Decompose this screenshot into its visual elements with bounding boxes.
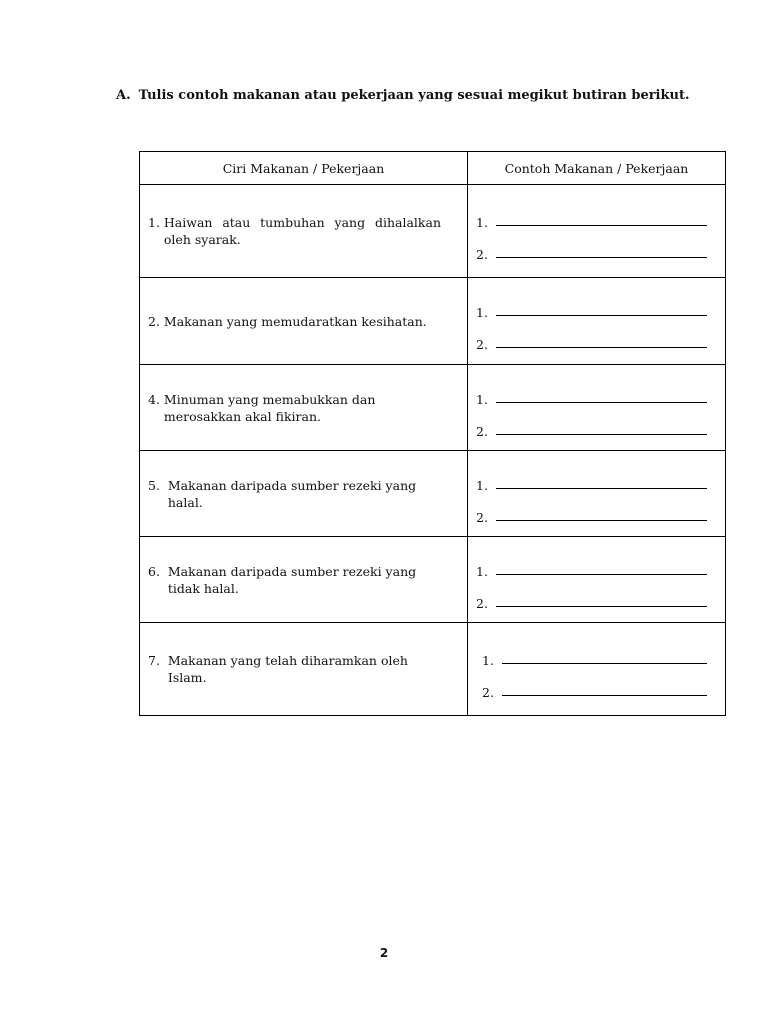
answer-line[interactable] bbox=[476, 199, 707, 231]
answer-blank[interactable] bbox=[496, 474, 707, 489]
criteria-text: Minuman yang memabukkan dan merosakkan akal fikiran. bbox=[163, 391, 376, 424]
criteria-number: 7. bbox=[148, 653, 168, 668]
table-row bbox=[140, 185, 726, 278]
criteria-text: Makanan yang telah diharamkan oleh Islam. bbox=[167, 653, 408, 685]
criteria-number: 4. bbox=[148, 391, 164, 407]
answer-line[interactable] bbox=[476, 494, 707, 526]
instruction-text: Tulis contoh makanan atau pekerjaan yang sesuai megikut butiran berikut. bbox=[138, 88, 690, 103]
answer-blank[interactable] bbox=[496, 420, 707, 435]
answer-line[interactable] bbox=[482, 669, 707, 701]
criteria-cell bbox=[140, 623, 468, 716]
answer-cell bbox=[468, 451, 726, 537]
criteria-cell bbox=[140, 185, 468, 278]
table-row bbox=[140, 278, 726, 365]
answer-line[interactable] bbox=[476, 462, 707, 494]
answer-cell bbox=[468, 623, 726, 716]
answer-number: 1. bbox=[476, 563, 488, 579]
answer-blank[interactable] bbox=[502, 649, 707, 664]
criteria-cell bbox=[140, 451, 468, 537]
answer-blank[interactable] bbox=[502, 681, 707, 696]
criteria-cell bbox=[140, 278, 468, 365]
answer-line[interactable] bbox=[476, 580, 707, 612]
table-header-row bbox=[140, 152, 726, 185]
table-row bbox=[140, 451, 726, 537]
table-row bbox=[140, 537, 726, 623]
answer-blank[interactable] bbox=[496, 506, 707, 521]
criteria-text: Makanan daripada sumber rezeki yang tidak halal. bbox=[167, 563, 417, 596]
answer-blank[interactable] bbox=[496, 388, 707, 403]
header-criteria: Ciri Makanan / Pekerjaan bbox=[140, 152, 468, 185]
answer-line[interactable] bbox=[476, 548, 707, 580]
criteria-number: 1. bbox=[148, 215, 164, 230]
answer-line[interactable] bbox=[476, 376, 707, 408]
criteria-text: Haiwan atau tumbuhan yang dihalalkan oleh syarak. bbox=[163, 215, 441, 247]
answer-blank[interactable] bbox=[496, 301, 707, 316]
criteria-number: 2. bbox=[148, 313, 164, 329]
instruction-heading bbox=[116, 88, 736, 103]
criteria-number: 5. bbox=[148, 477, 168, 493]
answer-cell bbox=[468, 278, 726, 365]
criteria-cell bbox=[140, 537, 468, 623]
table-row bbox=[140, 623, 726, 716]
answer-number: 1. bbox=[482, 653, 494, 668]
answer-cell bbox=[468, 185, 726, 278]
answer-line[interactable] bbox=[476, 408, 707, 440]
answer-cell bbox=[468, 365, 726, 451]
answer-blank[interactable] bbox=[496, 592, 707, 607]
answer-blank[interactable] bbox=[496, 211, 707, 226]
criteria-text: Makanan yang memudaratkan kesihatan. bbox=[163, 313, 427, 329]
answer-line[interactable] bbox=[476, 289, 707, 321]
section-marker: A. bbox=[116, 88, 131, 103]
answer-number: 2. bbox=[476, 337, 488, 352]
answer-number: 1. bbox=[476, 215, 488, 230]
worksheet-table bbox=[139, 151, 726, 716]
header-examples: Contoh Makanan / Pekerjaan bbox=[468, 152, 726, 185]
answer-number: 2. bbox=[476, 595, 488, 611]
criteria-cell bbox=[140, 365, 468, 451]
criteria-number: 6. bbox=[148, 563, 168, 579]
answer-blank[interactable] bbox=[496, 243, 707, 258]
answer-number: 2. bbox=[476, 509, 488, 525]
answer-number: 2. bbox=[482, 685, 494, 700]
answer-number: 1. bbox=[476, 391, 488, 407]
answer-number: 2. bbox=[476, 247, 488, 262]
answer-cell bbox=[468, 537, 726, 623]
answer-line[interactable] bbox=[476, 321, 707, 353]
answer-number: 1. bbox=[476, 305, 488, 320]
answer-number: 2. bbox=[476, 423, 488, 439]
answer-number: 1. bbox=[476, 477, 488, 493]
answer-line[interactable] bbox=[476, 231, 707, 263]
page-number: 2 bbox=[379, 946, 389, 960]
answer-blank[interactable] bbox=[496, 560, 707, 575]
table-row bbox=[140, 365, 726, 451]
answer-blank[interactable] bbox=[496, 333, 707, 348]
answer-line[interactable] bbox=[482, 637, 707, 669]
criteria-text: Makanan daripada sumber rezeki yang halal. bbox=[167, 477, 417, 510]
